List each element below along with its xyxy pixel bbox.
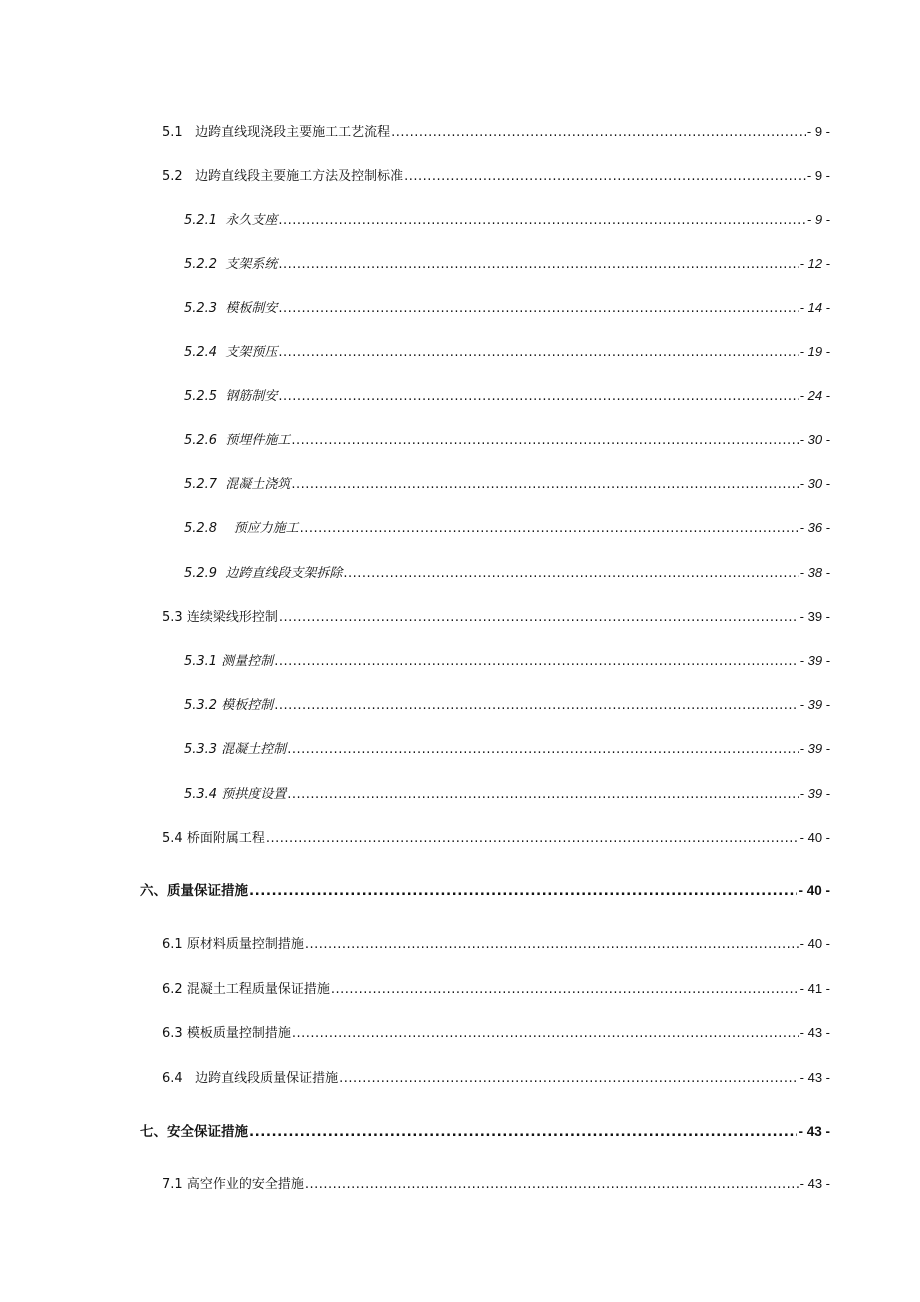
toc-entry-5-2-9[interactable]: [184, 564, 830, 583]
toc-entry-page: - 36 -: [799, 520, 830, 535]
toc-entry-page: - 43 -: [799, 1025, 830, 1040]
toc-entry-title: 边跨直线段支架拆除: [225, 566, 343, 581]
toc-entry-5-4[interactable]: [162, 829, 830, 848]
toc-entry-title: 预应力施工: [233, 521, 299, 536]
toc-entry-title: 混凝土控制: [221, 742, 287, 757]
dot-leader: [287, 786, 798, 804]
dot-leader: [266, 830, 799, 848]
toc-entry-title: 混凝土浇筑: [225, 477, 291, 492]
toc-entry-page: - 38 -: [799, 565, 830, 580]
toc-entry-5-1[interactable]: [162, 123, 830, 142]
toc-entry-5-2-4[interactable]: [184, 343, 830, 362]
toc-chapter-6[interactable]: [140, 882, 830, 900]
toc-entry-6-4[interactable]: [162, 1069, 830, 1088]
dot-leader: [278, 388, 798, 406]
toc-entry-5-3[interactable]: [162, 608, 830, 627]
dot-leader: [331, 981, 799, 999]
toc-entry-5-2-7[interactable]: [184, 475, 830, 494]
toc-entry-page: - 39 -: [799, 653, 830, 668]
toc-entry-page: - 40 -: [799, 936, 830, 951]
dot-leader: [287, 741, 798, 759]
toc-entry-number: 5.1: [162, 125, 183, 140]
toc-entry-title: 钢筋制安: [225, 389, 278, 404]
toc-entry-title: 测量控制: [221, 654, 274, 669]
toc-entry-number: 5.4: [162, 831, 183, 846]
toc-entry-title: 模板制安: [225, 301, 278, 316]
toc-entry-title: 边跨直线段质量保证措施: [195, 1071, 339, 1086]
toc-entry-6-3[interactable]: [162, 1024, 830, 1043]
toc-entry-number: 5.2.4: [184, 345, 218, 360]
toc-entry-number: 5.2.6: [184, 433, 218, 448]
dot-leader: [291, 432, 798, 450]
toc-entry-number: 6.2: [162, 982, 183, 997]
toc-entry-5-2[interactable]: [162, 167, 830, 186]
toc-entry-number: 5.2.5: [184, 389, 218, 404]
toc-entry-5-2-6[interactable]: [184, 431, 830, 450]
dot-leader: [249, 1123, 797, 1141]
dot-leader: [279, 609, 799, 627]
toc-entry-page: - 39 -: [799, 609, 830, 624]
dot-leader: [339, 1070, 799, 1088]
toc-entry-5-2-3[interactable]: [184, 299, 830, 318]
toc-entry-6-2[interactable]: [162, 980, 830, 999]
toc-entry-number: 5.3.2: [184, 698, 218, 713]
toc-entry-5-2-2[interactable]: [184, 255, 830, 274]
dot-leader: [391, 124, 806, 142]
toc-entry-page: - 40 -: [798, 883, 830, 898]
toc-entry-5-2-1[interactable]: [184, 211, 830, 230]
dot-leader: [305, 1176, 799, 1194]
toc-entry-page: - 43 -: [799, 1070, 830, 1085]
toc-entry-number: 5.3: [162, 610, 183, 625]
toc-entry-number: 5.2: [162, 169, 183, 184]
toc-entry-number: 6.3: [162, 1026, 183, 1041]
toc-entry-6-1[interactable]: [162, 935, 830, 954]
toc-entry-page: - 41 -: [799, 981, 830, 996]
toc-entry-number: 5.2.2: [184, 257, 218, 272]
toc-entry-5-3-3[interactable]: [184, 740, 830, 759]
dot-leader: [404, 168, 806, 186]
toc-entry-page: - 43 -: [799, 1176, 830, 1191]
dot-leader: [249, 882, 797, 900]
dot-leader: [291, 476, 798, 494]
toc-entry-5-3-4[interactable]: [184, 785, 830, 804]
toc-entry-title: 支架预压: [225, 345, 278, 360]
toc-entry-title: 模板质量控制措施: [186, 1026, 291, 1041]
toc-entry-title: 边跨直线现浇段主要施工工艺流程: [195, 125, 391, 140]
toc-entry-title: 预拱度设置: [221, 787, 287, 802]
toc-entry-title: 桥面附属工程: [186, 831, 265, 846]
toc-entry-5-2-5[interactable]: [184, 387, 830, 406]
toc-entry-title: 高空作业的安全措施: [186, 1177, 304, 1192]
dot-leader: [278, 300, 798, 318]
dot-leader: [274, 697, 798, 715]
dot-leader: [343, 565, 798, 583]
toc-entry-number: 6.1: [162, 937, 183, 952]
toc-entry-page: - 14 -: [799, 300, 830, 315]
toc-entry-page: - 19 -: [799, 344, 830, 359]
dot-leader: [278, 212, 806, 230]
toc-entry-page: - 40 -: [799, 830, 830, 845]
toc-entry-page: - 12 -: [799, 256, 830, 271]
toc-entry-title: 质量保证措施: [167, 883, 248, 899]
toc-entry-5-3-1[interactable]: [184, 652, 830, 671]
toc-entry-page: - 24 -: [799, 388, 830, 403]
toc-entry-page: - 30 -: [799, 476, 830, 491]
toc-entry-page: - 39 -: [799, 786, 830, 801]
toc-entry-number: 5.2.7: [184, 477, 218, 492]
dot-leader: [278, 344, 798, 362]
toc-entry-title: 安全保证措施: [167, 1124, 248, 1140]
dot-leader: [292, 1025, 799, 1043]
toc-entry-5-3-2[interactable]: [184, 696, 830, 715]
dot-leader: [278, 256, 798, 274]
toc-entry-title: 原材料质量控制措施: [186, 937, 304, 952]
toc-entry-title: 边跨直线段主要施工方法及控制标准: [195, 169, 404, 184]
toc-entry-page: - 43 -: [798, 1124, 830, 1139]
toc-entry-title: 连续梁线形控制: [186, 610, 278, 625]
toc-entry-title: 支架系统: [225, 257, 278, 272]
toc-entry-page: - 9 -: [806, 168, 830, 183]
toc-entry-page: - 9 -: [806, 212, 830, 227]
toc-entry-number: 6.4: [162, 1071, 183, 1086]
toc-entry-number: 5.3.3: [184, 742, 218, 757]
dot-leader: [305, 936, 799, 954]
dot-leader: [274, 653, 798, 671]
toc-entry-page: - 30 -: [799, 432, 830, 447]
toc-entry-page: - 39 -: [799, 697, 830, 712]
toc-entry-number: 5.2.9: [184, 566, 218, 581]
toc-entry-title: 永久支座: [225, 213, 278, 228]
toc-entry-number: 5.3.4: [184, 787, 218, 802]
toc-entry-title: 预埋件施工: [225, 433, 291, 448]
toc-entry-title: 模板控制: [221, 698, 274, 713]
toc-entry-page: - 9 -: [806, 124, 830, 139]
toc-entry-number: 5.2.8: [184, 521, 218, 536]
toc-entry-page: - 39 -: [799, 741, 830, 756]
toc-entry-7-1[interactable]: [162, 1175, 830, 1194]
dot-leader: [300, 520, 799, 538]
toc-entry-number: 七、: [140, 1124, 167, 1140]
toc-entry-number: 7.1: [162, 1177, 183, 1192]
toc-entry-title: 混凝土工程质量保证措施: [186, 982, 330, 997]
toc-entry-number: 六、: [140, 883, 167, 899]
toc-entry-number: 5.2.3: [184, 301, 218, 316]
toc-entry-number: 5.2.1: [184, 213, 218, 228]
toc-entry-number: 5.3.1: [184, 654, 218, 669]
toc-chapter-7[interactable]: [140, 1123, 830, 1141]
toc-entry-5-2-8[interactable]: [184, 519, 830, 538]
